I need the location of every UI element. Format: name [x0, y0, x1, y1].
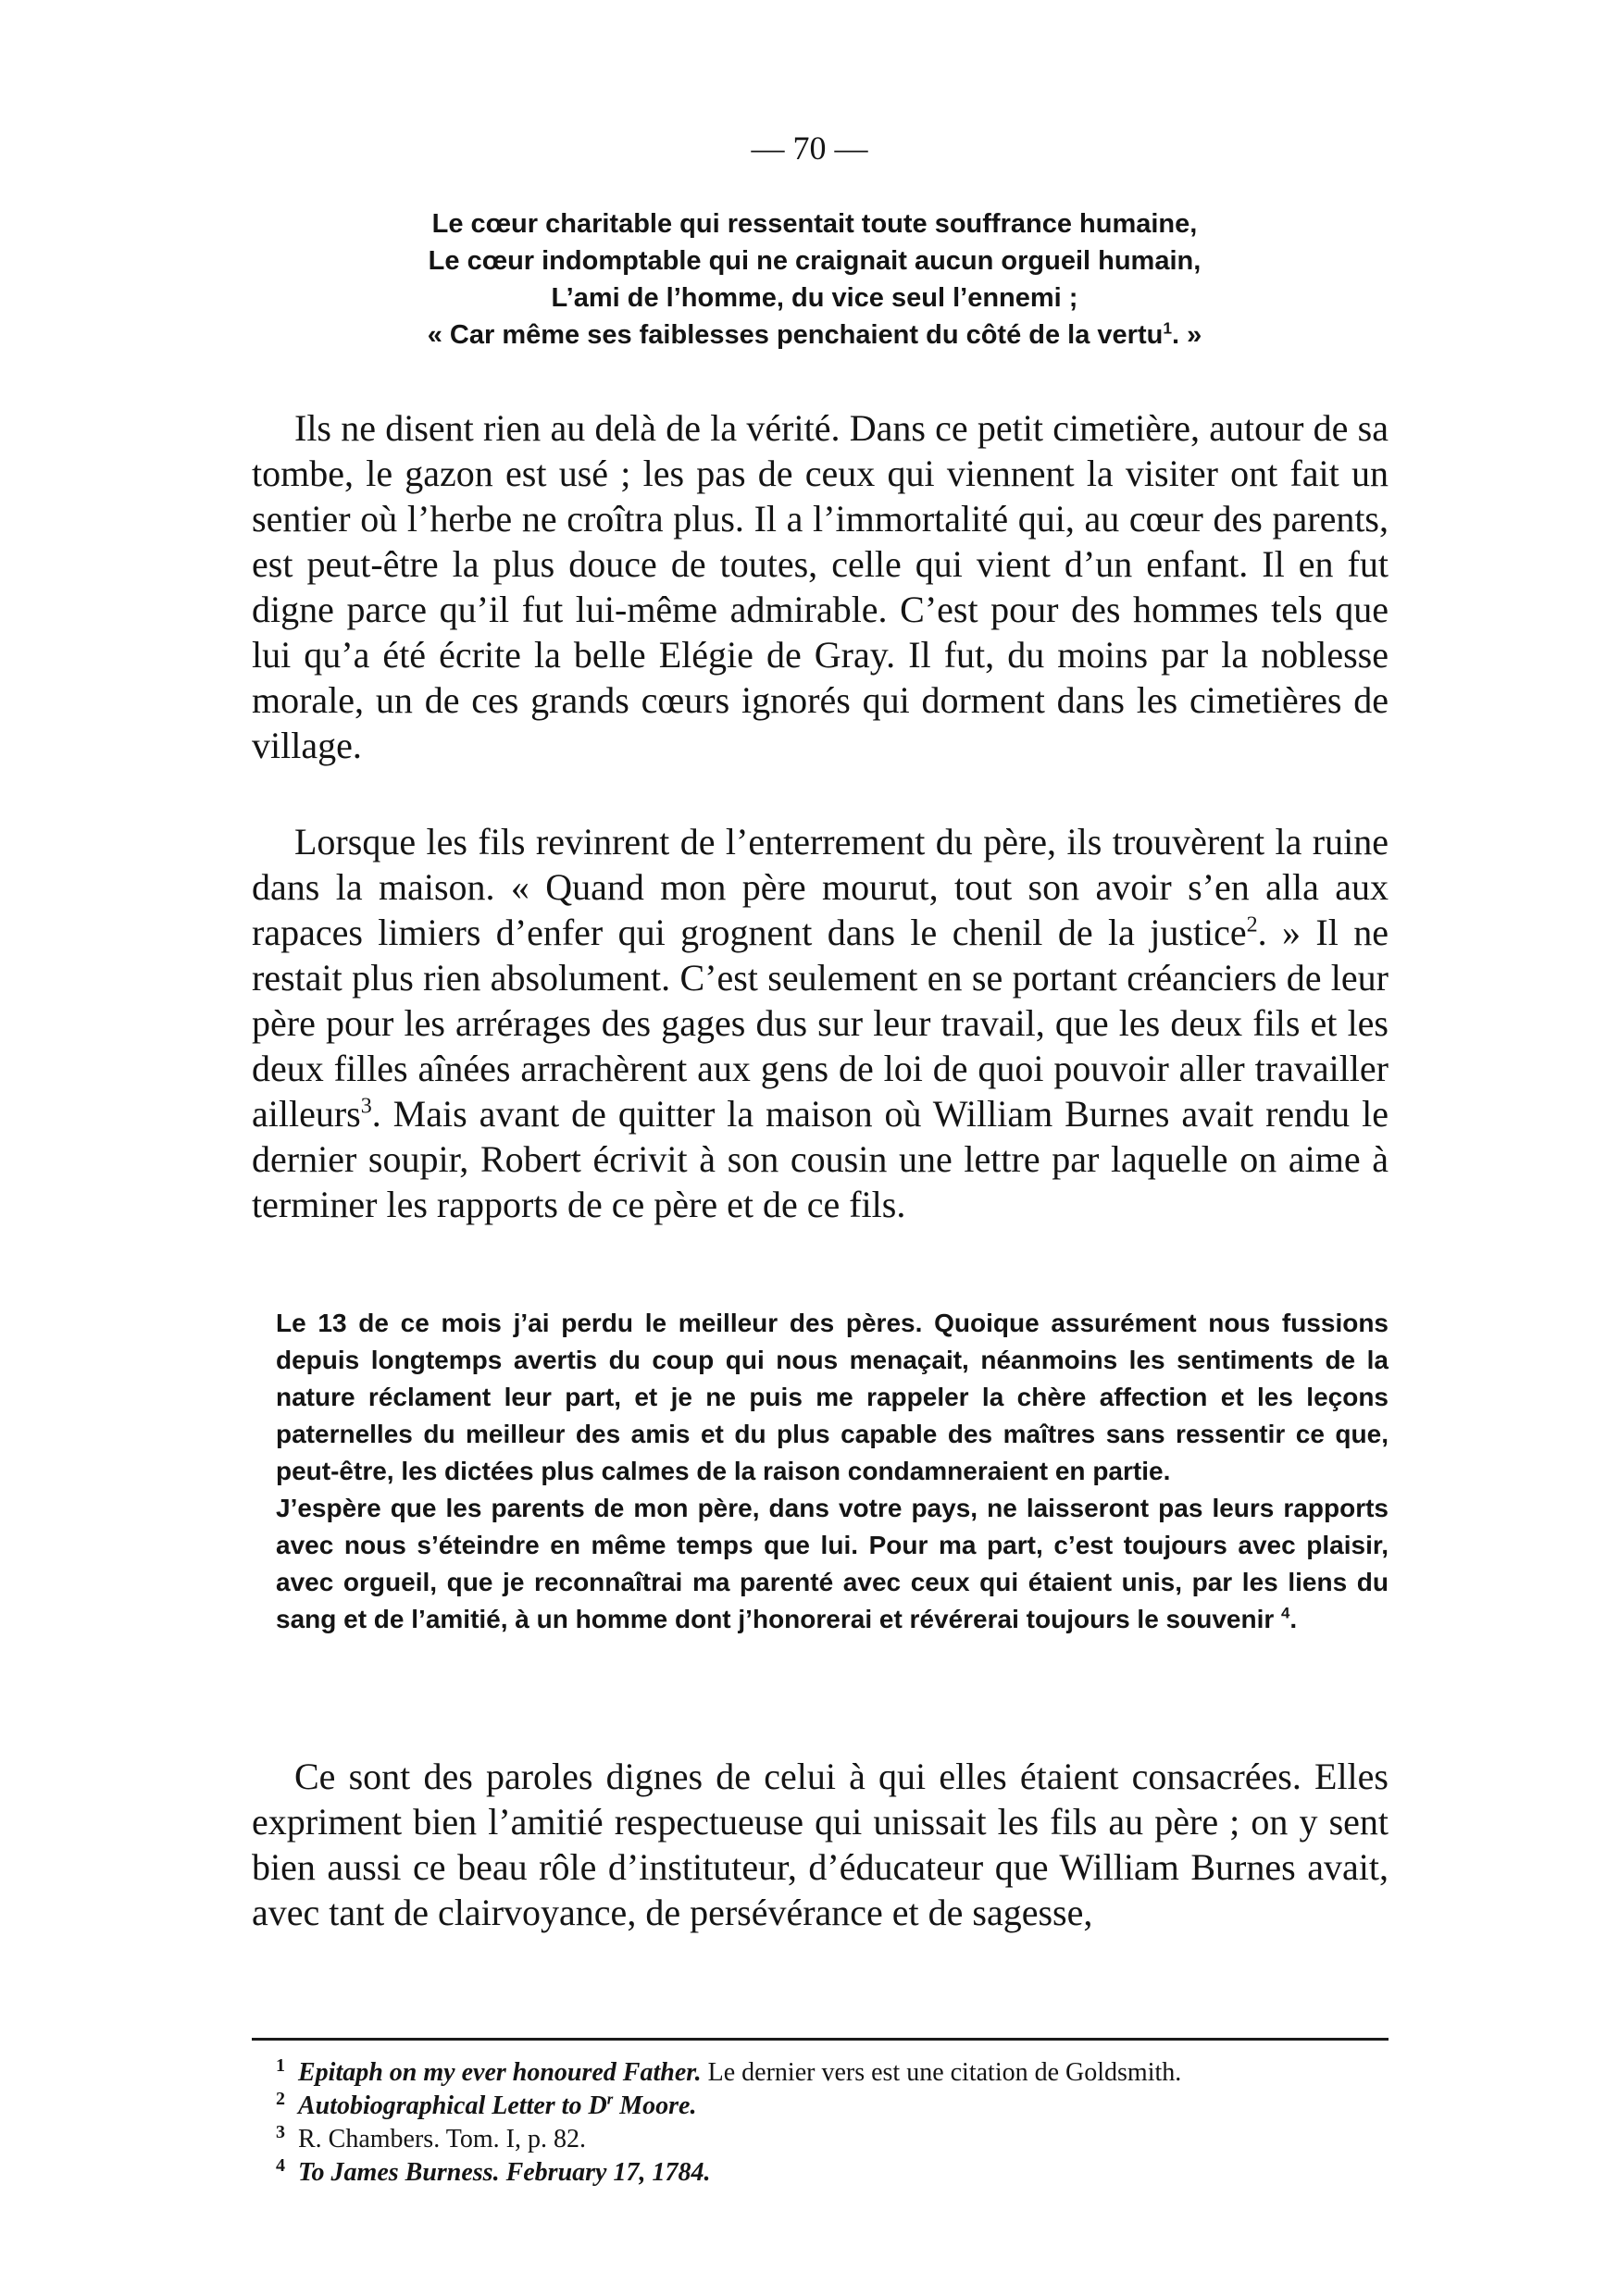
footnote-number: 3 — [276, 2121, 285, 2142]
footnote-text: Le dernier vers est une citation de Goldsmith. — [701, 2058, 1182, 2087]
letter-quote — [276, 1305, 1389, 1638]
paragraph: Ils ne disent rien au delà de la vérité. Dans ce petit cimetière, autour de sa tombe, le gazon est usé ; les pas de ceux qui viennent la visiter ont fait un sentier où l’herbe ne croîtra plus. Il a l’immortalité qui, au cœur des parents, est peut-être la plus douce de toutes, celle qui vient d’un enfant. Il en fut digne parce qu’il fut lui-même admirable. C’est pour des hommes tels que lui qu’a été écrite la belle Elégie de Gray. Il fut, du moins par la noblesse morale, un de ces grands cœurs ignorés qui dorment dans les cimetières de village. — [252, 407, 1389, 766]
footnote-number: 2 — [276, 2088, 285, 2109]
quote-text: J’espère que les parents de mon père, dans votre pays, ne laisseront pas leurs rapports avec nous s’éteindre en même temps que lui. Pour ma part, c’est toujours avec plaisir, avec orgueil, que je reconnaîtrai ma parenté avec ceux qui étaient unis, par les liens du sang et de l’amitié, à un homme dont j’honorerai et révérerai toujours le souvenir — [276, 1494, 1389, 1633]
quote-paragraph — [276, 1490, 1389, 1638]
footnote-divider — [252, 2038, 1389, 2041]
verse-line: Le cœur indomptable qui ne craignait aucun orgueil humain, — [428, 246, 1202, 276]
footnote-title: Autobiographical Letter to D — [298, 2091, 607, 2120]
footnote-ref: 3 — [360, 1094, 372, 1119]
paragraph: Ce sont des paroles dignes de celui à qui elles étaient consacrées. Elles expriment bien l’amitié respectueuse qui unissait les fils au père ; on y sent bien aussi ce beau rôle d’instituteur, d’éducateur que William Burnes avait, avec tant de clairvoyance, de persévérance et de sagesse, — [252, 1756, 1389, 1933]
paragraph-text: . » Il ne restait plus rien absolument. C’est seulement en se portant créanciers de leur père pour les arrérages des gages dus sur leur travail, que les deux fils et les deux filles aînées arrachèrent aux gens de loi de quoi pouvoir aller travailler ailleurs — [252, 912, 1389, 1135]
footnote-number: 1 — [276, 2054, 285, 2076]
page-number: — 70 — — [751, 130, 868, 167]
verse-line — [352, 316, 1277, 354]
quote-end: . — [1289, 1605, 1298, 1633]
footnote-text: R. Chambers. Tom. I, p. 82. — [298, 2125, 586, 2153]
epitaph-verse — [352, 205, 1277, 354]
paragraph — [252, 819, 1389, 1227]
verse-line-end: . » — [1172, 320, 1202, 350]
verse-line-text: « Car même ses faiblesses penchaient du côté de la vertu — [427, 320, 1164, 350]
paragraph-text: Lorsque les fils revinrent de l’enterrement du père, ils trouvèrent la ruine dans la maison. « Quand mon père mourut, tout son avoir s’en alla aux rapaces limiers d’enfer qui grognent dans le chenil de la justice — [252, 821, 1389, 953]
footnote — [276, 2123, 1389, 2156]
footnote-ref: 4 — [1281, 1604, 1290, 1622]
footnote-title-sup: r — [606, 2090, 614, 2108]
footnote-ref: 1 — [1163, 318, 1173, 338]
footnote-title: Epitaph on my ever honoured Father. — [298, 2058, 702, 2087]
footnotes — [276, 2056, 1389, 2190]
footnote — [276, 2156, 1389, 2190]
verse-line: Le cœur charitable qui ressentait toute souffrance humaine, — [431, 209, 1198, 239]
footnote — [276, 2090, 1389, 2123]
footnote-number: 4 — [276, 2154, 285, 2176]
footnote — [276, 2056, 1389, 2090]
footnote-title: Moore. — [613, 2091, 697, 2120]
footnote-title: To James Burness. February 17, 1784. — [298, 2158, 711, 2187]
quote-paragraph: Le 13 de ce mois j’ai perdu le meilleur des pères. Quoique assurément nous fussions depuis longtemps avertis du coup qui nous menaçait, néanmoins les sentiments de la nature réclament leur part, et je ne puis me rappeler la chère affection et les leçons paternelles du meilleur des amis et du plus capable des maîtres sans ressentir ce que, peut-être, les dictées plus calmes de la raison condamneraient en partie. — [276, 1309, 1389, 1485]
verse-line: L’ami de l’homme, du vice seul l’ennemi ; — [551, 283, 1078, 313]
paragraph-text: . Mais avant de quitter la maison où William Burnes avait rendu le dernier soupir, Robert écrivit à son cousin une lettre par laquelle on aime à terminer les rapports de ce père et de ce fils. — [252, 1093, 1389, 1225]
footnote-ref: 2 — [1246, 912, 1258, 937]
